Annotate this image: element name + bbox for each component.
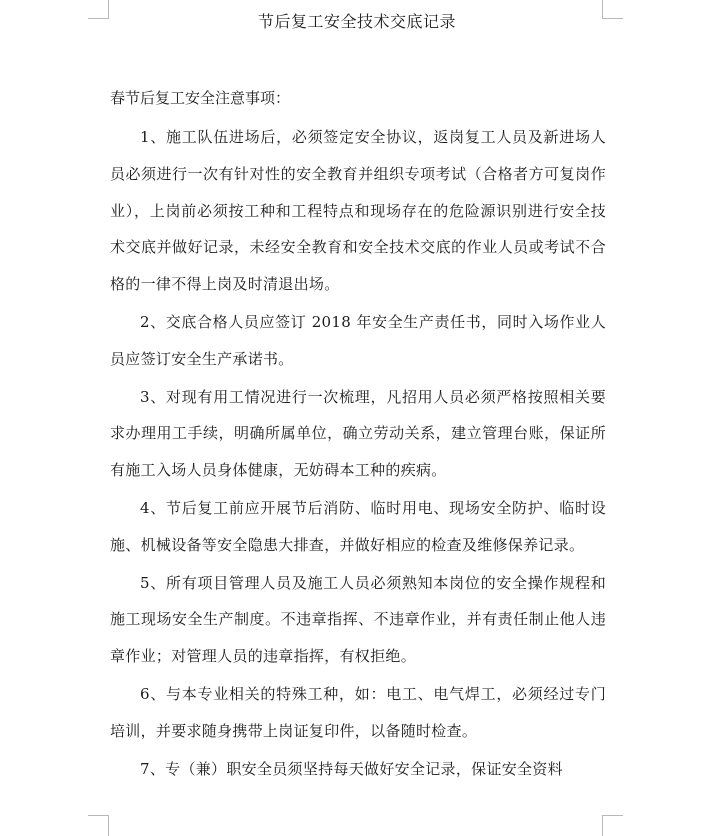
intro-line: 春节后复工安全注意事项： xyxy=(110,89,291,107)
paragraph-item-6: 6、与本专业相关的特殊工种，如：电工、电气焊工，必须经过专门培训，并要求随身携带上岗证复印件，以备随时检查。 xyxy=(110,684,606,740)
document-body xyxy=(110,86,606,788)
document-title: 节后复工安全技术交底记录 xyxy=(257,12,456,31)
paragraph-item-7: 7、专（兼）职安全员须坚持每天做好安全记录，保证安全资料 xyxy=(140,759,563,778)
paragraph-item-3: 3、对现有用工情况进行一次梳理，凡招用人员必须严格按照相关要求办理用工手续，明确所属单位，确立劳动关系，建立管理台账，保证所有施工入场人员身体健康，无妨碍本工种的疾病。 xyxy=(110,387,606,480)
paragraph-item-2: 2、交底合格人员应签订 2018 年安全生产责任书，同时入场作业人员应签订安全生产承诺书。 xyxy=(110,312,606,368)
paragraph-item-5: 5、所有项目管理人员及施工人员必须熟知本岗位的安全操作规程和施工现场安全生产制度。不违章指挥、不违章作业，并有责任制止他人违章作业；对管理人员的违章指挥，有权拒绝。 xyxy=(110,573,606,666)
paragraph-item-1: 1、施工队伍进场后，必须签定安全协议，返岗复工人员及新进场人员必须进行一次有针对性的安全教育并组织专项考试（合格者方可复岗作业），上岗前必须按工种和工程特点和现场存在的危险源识别进行安全技术交底并做好记录，未经安全教育和安全技术交底的作业人员或考试不合格的一律不得上岗及时清退出场。 xyxy=(110,128,606,294)
paragraph-item-4: 4、节后复工前应开展节后消防、临时用电、现场安全防护、临时设施、机械设备等安全隐患大排查，并做好相应的检查及维修保养记录。 xyxy=(110,498,606,554)
